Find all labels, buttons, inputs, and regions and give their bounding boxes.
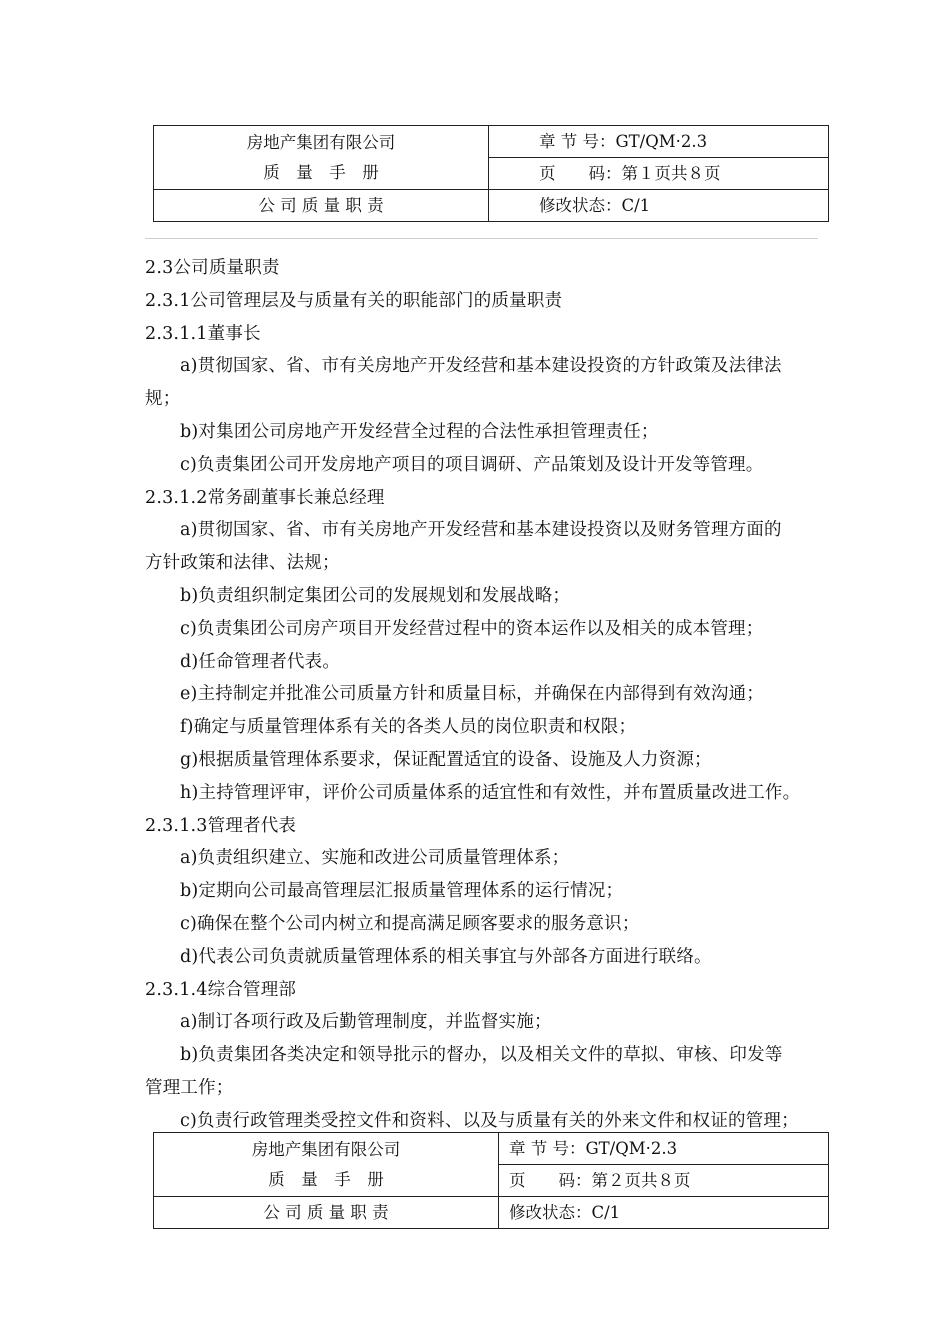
- revision-status: 修改状态：C/1: [489, 190, 829, 222]
- list-item: b)对集团公司房地产开发经营全过程的合法性承担管理责任；: [180, 421, 659, 442]
- clause-heading: 2.3.1.1董事长: [145, 323, 261, 344]
- list-item: a)贯彻国家、省、市有关房地产开发经营和基本建设投资的方针政策及法律法: [180, 356, 782, 377]
- list-item: c)负责集团公司开发房地产项目的项目调研、产品策划及设计开发等管理。: [180, 454, 764, 475]
- clause-heading: 2.3.1.3管理者代表: [145, 815, 297, 836]
- header-title-cell: [154, 1133, 499, 1197]
- list-item: g)根据质量管理体系要求，保证配置适宜的设备、设施及人力资源；: [180, 749, 712, 770]
- list-item: e)主持制定并批准公司质量方针和质量目标，并确保在内部得到有效沟通；: [180, 684, 764, 705]
- page-number: 页 码：第１页共８页: [489, 158, 829, 190]
- page-number: 页 码：第２页共８页: [499, 1165, 829, 1197]
- list-item: c)确保在整个公司内树立和提高满足顾客要求的服务意识；: [180, 913, 640, 934]
- header-title-cell: [154, 126, 489, 190]
- page-header-table: [153, 125, 829, 222]
- clause-heading: 2.3.1.4综合管理部: [145, 979, 297, 1000]
- list-item: a)贯彻国家、省、市有关房地产开发经营和基本建设投资以及财务管理方面的: [180, 520, 782, 541]
- company-name: 房地产集团有限公司: [251, 1139, 401, 1159]
- chapter-number: 章 节 号：GT/QM·2.3: [499, 1133, 829, 1165]
- list-item-continuation: 规；: [145, 389, 181, 410]
- section-title: 公 司 质 量 职 责: [154, 190, 489, 222]
- list-item: c)负责集团公司房产项目开发经营过程中的资本运作以及相关的成本管理；: [180, 618, 764, 639]
- list-item-continuation: 方针政策和法律、法规；: [145, 553, 340, 574]
- list-item: a)负责组织建立、实施和改进公司质量管理体系；: [180, 848, 570, 869]
- revision-status: 修改状态：C/1: [499, 1197, 829, 1229]
- list-item-continuation: 管理工作；: [145, 1077, 234, 1098]
- document-body: [145, 252, 855, 1138]
- company-name: 房地产集团有限公司: [246, 132, 396, 152]
- section-title: 公 司 质 量 职 责: [154, 1197, 499, 1229]
- manual-title: 质 量 手 册: [268, 1169, 384, 1189]
- manual-title: 质 量 手 册: [263, 162, 379, 182]
- list-item: a)制订各项行政及后勤管理制度，并监督实施；: [180, 1012, 552, 1033]
- section-heading: 2.3公司质量职责: [145, 258, 280, 278]
- list-item: d)代表公司负责就质量管理体系的相关事宜与外部各方面进行联络。: [180, 946, 712, 967]
- subsection-heading: 2.3.1公司管理层及与质量有关的职能部门的质量职责: [145, 290, 563, 311]
- list-item: f)确定与质量管理体系有关的各类人员的岗位职责和权限；: [180, 717, 637, 738]
- clause-heading: 2.3.1.2常务副董事长兼总经理: [145, 487, 385, 508]
- header-divider: [145, 238, 818, 239]
- list-item: b)负责集团各类决定和领导批示的督办，以及相关文件的草拟、审核、印发等: [180, 1045, 783, 1066]
- page-header-table-page2: [153, 1132, 829, 1229]
- list-item: d)任命管理者代表。: [180, 651, 341, 672]
- list-item: b)定期向公司最高管理层汇报质量管理体系的运行情况；: [180, 881, 624, 902]
- list-item: c)负责行政管理类受控文件和资料、以及与质量有关的外来文件和权证的管理；: [180, 1110, 799, 1131]
- list-item: h)主持管理评审，评价公司质量体系的适宜性和有效性，并布置质量改进工作。: [180, 782, 801, 803]
- chapter-number: 章 节 号：GT/QM·2.3: [489, 126, 829, 158]
- list-item: b)负责组织制定集团公司的发展规划和发展战略；: [180, 585, 571, 606]
